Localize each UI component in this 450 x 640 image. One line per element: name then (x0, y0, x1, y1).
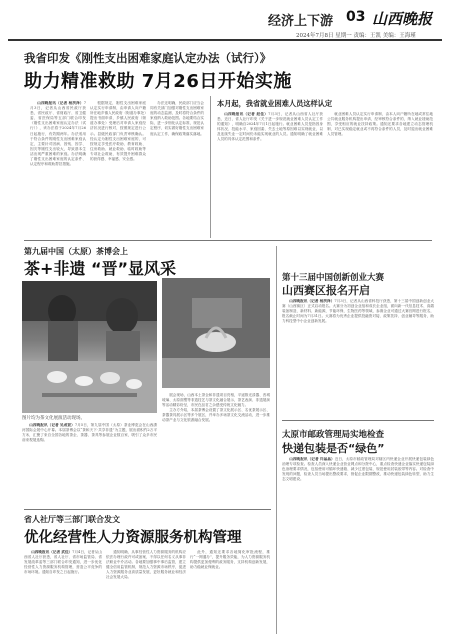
post-headline-2: 快递包装是否“绿色” (282, 442, 385, 455)
right-column-divider (276, 246, 277, 634)
hr-column-2: 通知明确，从事经营性人力资源服务的机构应依法办理行政许可或备案，不得以任何名义从事非法职业中介活动。各地要加强事中事后监管，建立健全信用监管机制，规范人力资源市场秩序，促进人力资源服务业高质量发展，更好服务就业和经济社会发展大局。 (106, 550, 186, 580)
post-headline-1: 太原市邮政管理局实地检查 (282, 430, 385, 440)
lead-column-3: 办法还明确，民政部门应当会同有关部门加强对刚性支出困难家庭的动态监测，及时将符合条件的家庭纳入救助范围。各地要结合实际，进一步细化认定标准，规范认定程序，切实做好刚性支出困难家庭认定工作，确保政策落实落地。 (150, 101, 204, 136)
innovation-headline-1: 第十三届中国创新创业大赛 (282, 273, 385, 283)
tea-byline: 山西晚报讯（记者 吴成贤） (29, 423, 75, 427)
header-rule (8, 39, 442, 41)
tea-photo-caption: 图片均为茶文化展演活动现场。 (22, 416, 85, 421)
tea-photo-art (22, 281, 157, 413)
section-divider-2 (24, 509, 271, 510)
tea-headline: 茶+非遗 “晋”显风采 (24, 259, 177, 278)
column-divider (210, 96, 211, 238)
lead-column-1: 山西晚报讯（记者 杨洪泽）7月3日，记者从山西省民政厅获悉，省民政厅、省财政厅、省卫健委、省医保局等五部门联合印发《刚性支出困难家庭认定办法（试行）》，该办法将于2024年7月26日起施行，有效期两年。办法适用于符合条件的刚性支出困难家庭认定，主要针对因病、因残、因学、因灾等刚性支出较大，导致基本生活出现严重困难的家庭。办法明确了刚性支出困难家庭的认定条件、认定程序和救助帮扶措施。 (30, 101, 86, 167)
page-number: 03 (346, 9, 366, 25)
article2-headline: 本月起，我省就业困难人员这样认定 (217, 99, 333, 108)
article2-column-1: 山西晚报讯（记者 赵佳）7月3日，记者从山西省人社厅获悉，近日，省人社厅印发《关于进一步规范就业困难人员认定工作的通知》，明确自2024年7月1日起施行。就业困难人员是指因身体状况、技能水平、家庭因素、失去土地等原因难以实现就业，以及连续失业一定时间仍未能实现就业的人员。通知明确了就业困难人员的具体认定范围和条件。 (217, 112, 323, 142)
hr-kicker: 省人社厅等三部门联合发文 (24, 515, 120, 524)
tea-photo (22, 281, 157, 413)
post-byline: 山西晚报讯（记者 许晶晶） (289, 457, 335, 461)
tea-column-2: 展会现场，山西本土茶企和非遗项目亮相，平遥推光漆器、晋城琉璃、太原面塑等非遗技艺与茶文化融合展示，茶艺表演、非遗展演等活动精彩纷呈，市民在品茗之余感受传统文化魅力。 主办方介绍，本届茶博会设置了茶文化展示区、名优茶展示区、茶器茶具展示区等多个展区，并举办多场茶文化交流活动，进一步推动茶产业与文化旅游融合发展。 (162, 393, 270, 423)
lead-column-2: 根据规定，刚性支出困难家庭认定实行申请制，由申请人向户籍所在地乡镇人民政府（街道办事处）提出书面申请，乡镇人民政府（街道办事处）受理后对申请人家庭经济状况进行核对，按照规定进行公示。县级民政部门负责审核确认。经认定为刚性支出困难家庭的，可按规定享受医疗救助、教育救助、住房救助、就业救助、临时救助等专项社会救助，有效提升困难群众的获得感、幸福感、安全感。 (90, 101, 146, 162)
section-divider (24, 240, 432, 241)
tea-photo-2 (162, 278, 270, 388)
section-divider-3 (282, 420, 434, 421)
hr-byline: 山西晚报讯（记者 武佳） (31, 550, 73, 554)
post-body: 山西晚报讯（记者 许晶晶）近日，太原市邮政管理局对辖区内快递企业开展快递包装绿色治理专项检查。检查人员深入快递企业营业网点和分拨中心，重点检查快递企业落实快递包装绿色治理要求情况，包括使用可循环快递箱、减少过度包装、规范使用封装胶带等内容。对检查中发现的问题，检查人员当场提出整改要求，督促企业限期整改，推动快递包装绿色转型，助力生态文明建设。 (282, 457, 434, 482)
tea-column-1: 山西晚报讯（记者 吴成贤）7月5日，第九届中国（太原）茶业博览会在山西潇河国际会展中心开幕。本届茶博会以“茶和天下·共享非遗”为主题，展出面积约2万平方米，汇聚了来自全国各地的茶企、茶器、茶具等参展企业数百家，吸引了众多市民前来观展选购。 (22, 423, 157, 443)
hr-headline: 优化经营性人力资源服务机构管理 (24, 530, 242, 546)
paper-logo: 山西晚报 (372, 10, 433, 28)
hr-column-3: 此外，通知还要求各地简化审批流程，推行“一网通办”，提升服务效能，为人力资源服务机构提供更加便利的政务服务，支持机构创新发展，助力稳就业保就业。 (190, 550, 270, 570)
lead-kicker: 我省印发《刚性支出困难家庭认定办法（试行）》 (24, 51, 272, 65)
innovation-byline: 山西晚报讯（记者 杨洪泽） (289, 299, 335, 303)
section-title: 经济上下游 (268, 14, 334, 29)
lead-headline: 助力精准救助 7月26日开始实施 (24, 71, 292, 92)
tea-photo-2-art (162, 278, 270, 388)
tea-kicker: 第九届中国（太原）茶博会上 (24, 247, 128, 256)
lead-byline: 山西晚报讯（记者 杨洪泽） (37, 101, 84, 105)
date-line: 2024年7月8日 星期一 责编：王凯 美编：王海瑾 (296, 33, 416, 39)
innovation-headline-2: 山西赛区报名开启 (282, 284, 370, 297)
article2-byline: 山西晚报讯（记者 赵佳） (224, 112, 269, 116)
article2-column-2: 就业困难人员认定实行申请制，由本人向户籍所在地或常住地公共就业服务机构提出申请，经审核符合条件的，纳入就业援助范围，享受相应的就业扶持政策。通知还要求各地建立动态管理机制，对已实现稳定就业或不再符合条件的人员，及时退出就业困难人员管理。 (327, 112, 433, 137)
innovation-body: 山西晚报讯（记者 杨洪泽）7月3日，记者从山西省科技厅获悉，第十三届中国创新创业大赛（山西赛区）正式启动报名。大赛分为初创企业组和成长企业组，面向新一代信息技术、高端装备制造、新材料、新能源、节能环保、生物医药等领域，参赛企业可通过大赛官网进行报名，报名截止时间为7月31日。大赛将为优秀企业提供投融资对接、政策扶持、创业辅导等服务，助力科技型中小企业创新发展。 (282, 299, 434, 324)
hr-column-1: 山西晚报讯（记者 武佳）7月4日，记者从山西省人社厅获悉，省人社厅、省市场监管局、省发展改革委等三部门联合印发通知，进一步优化经营性人力资源服务机构管理，营造公平竞争的市场环境。通知自印发之日起施行。 (24, 550, 102, 575)
